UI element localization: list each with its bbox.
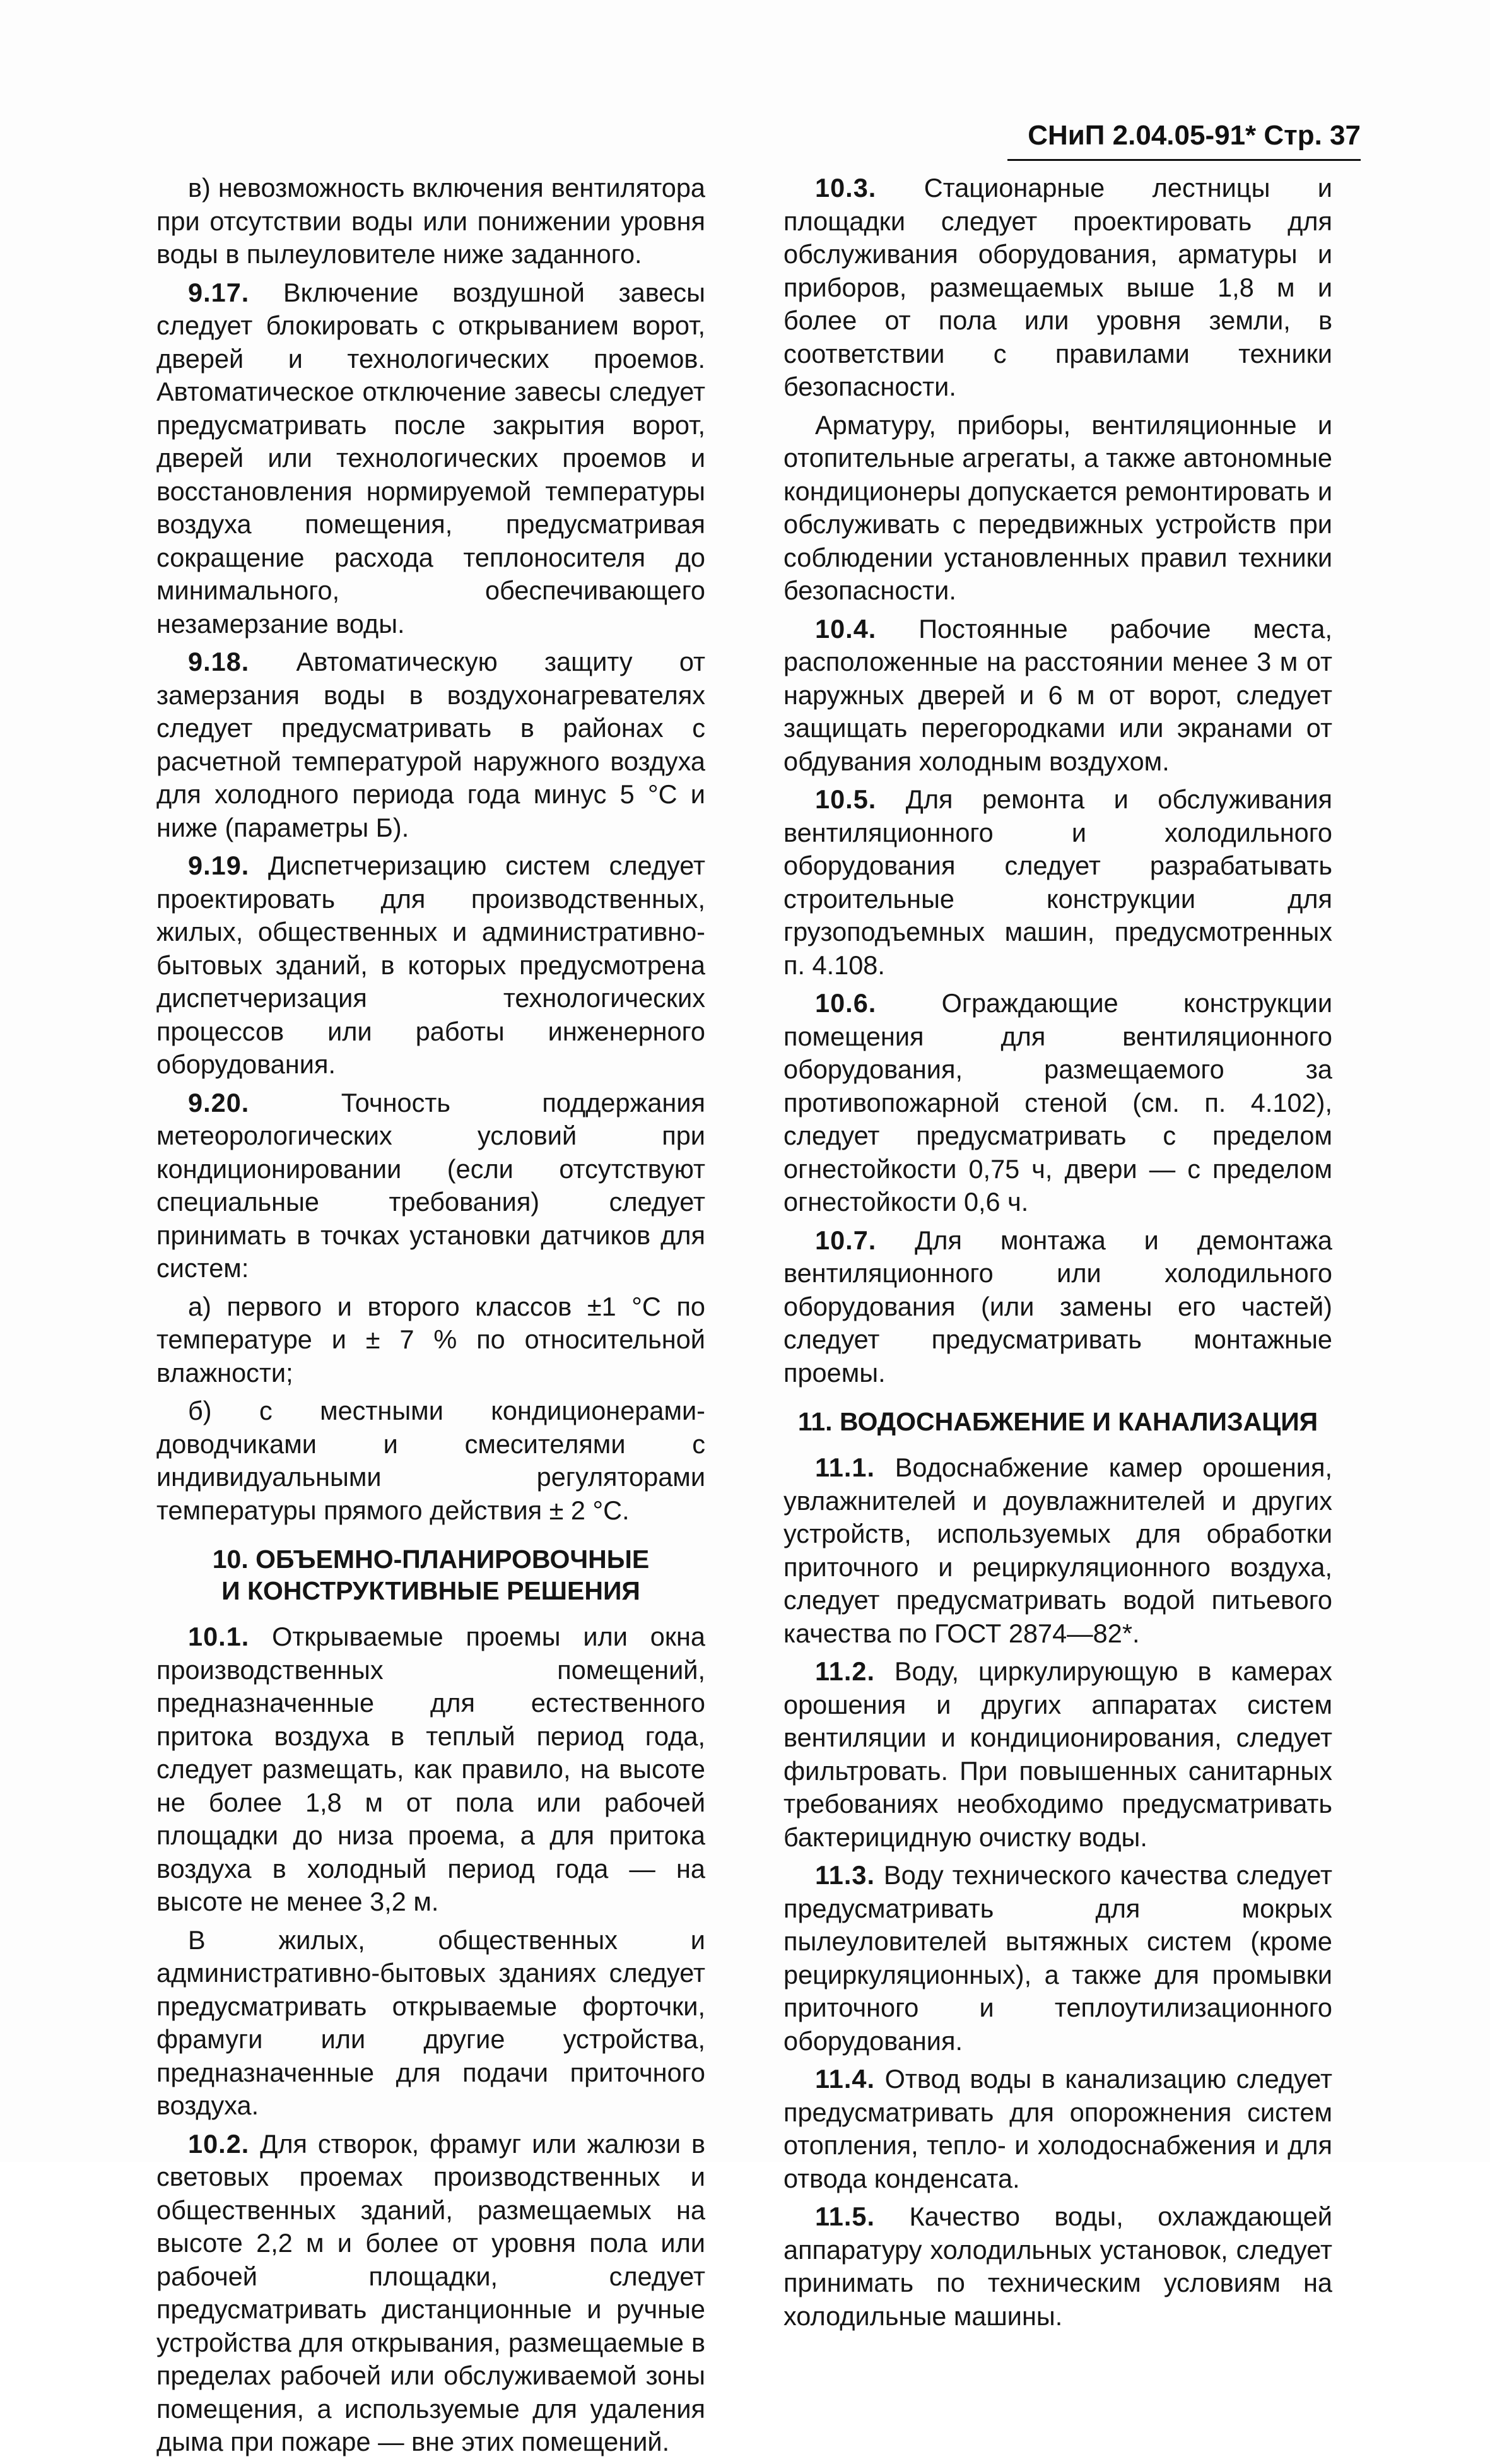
header-rule bbox=[1007, 159, 1361, 161]
paragraph-9-19: 9.19. Диспетчеризацию систем следует проектировать для производственных, жилых, общественных и административно-бытовых зданий, в которых предусмотрена диспетчеризация технологических процессов или работы инженерного оборудования. bbox=[156, 851, 705, 1079]
clause-number: 11.5. bbox=[815, 2202, 876, 2231]
clause-number: 11.1. bbox=[815, 1453, 876, 1482]
section-10-heading: 10. ОБЪЕМНО-ПЛАНИРОВОЧНЫЕ И КОНСТРУКТИВНЫЕ РЕШЕНИЯ bbox=[212, 1545, 650, 1605]
section-11-heading: 11. ВОДОСНАБЖЕНИЕ И КАНАЛИЗАЦИЯ bbox=[797, 1407, 1318, 1436]
clause-number: 9.18. bbox=[188, 647, 250, 676]
paragraph-11-3: 11.3. Воду технического качества следует предусматривать для мокрых пылеуловителей вытяжных систем (кроме рециркуляционных), а также для промывки приточного и теплоутилизационного оборудования. bbox=[783, 1860, 1333, 2056]
clause-number: 10.2. bbox=[188, 2128, 250, 2159]
right-column bbox=[783, 172, 1332, 2338]
clause-number: 11.4. bbox=[815, 2064, 876, 2094]
page-header: СНиП 2.04.05-91* Стр. 37 bbox=[1028, 120, 1361, 151]
paragraph-10-3-continued: Арматуру, приборы, вентиляционные и отопительные агрегаты, а также автономные кондиционеры допускается ремонтировать и обслуживать с передвижных устройств при соблюдении установленных правил техники безопасности. bbox=[783, 410, 1332, 605]
paragraph-10-3: 10.3. Стационарные лестницы и площадки следует проектировать для обслуживания оборудования, арматуры и приборов, размещаемых выше 1,8 м и более от пола или уровня земли, в соответствии с правилами техники безопасности. bbox=[783, 173, 1332, 401]
paragraph-10-7: 10.7. Для монтажа и демонтажа вентиляционного или холодильного оборудования (или замены его частей) следует предусматривать монтажные проемы. bbox=[783, 1225, 1332, 1388]
paragraph-10-1: 10.1. Открываемые проемы или окна производственных помещений, предназначенные для естественного притока воздуха в теплый период года, следует размещать, как правило, на высоте не более 1,8 м от пола или рабочей площадки до низа проема, а для притока воздуха в холодный период года — на высоте не менее 3,2 м. bbox=[156, 1622, 706, 1916]
paragraph-9-20-item-b: б) с местными кондиционерами-доводчиками и смесителями с индивидуальными регуляторами температуры прямого действия ± 2 °С. bbox=[156, 1396, 705, 1525]
paragraph-9-20-item-a: а) первого и второго классов ±1 °С по температуре и ± 7 % по относительной влажности; bbox=[156, 1291, 705, 1388]
clause-number: 10.7. bbox=[815, 1225, 877, 1255]
paragraph-10-1-continued: В жилых, общественных и административно-бытовых зданиях следует предусматривать открываемые форточки, фрамуги или другие устройства, предназначенные для подачи приточного воздуха. bbox=[156, 1925, 705, 2120]
paragraph-10-4: 10.4. Постоянные рабочие места, расположенные на расстоянии менее 3 м от наружных дверей и 6 м от ворот, следует защищать перегородками или экранами от обдувания холодным воздухом. bbox=[783, 613, 1333, 776]
paragraph-10-5: 10.5. Для ремонта и обслуживания вентиляционного и холодильного оборудования следует разрабатывать строительные конструкции для грузоподъемных машин, предусмотренных п. 4.108. bbox=[783, 784, 1333, 980]
clause-number: 10.3. bbox=[815, 173, 877, 203]
clause-number: 10.1. bbox=[188, 1622, 250, 1651]
paragraph-10-6: 10.6. Ограждающие конструкции помещения для вентиляционного оборудования, размещаемого за противопожарной стеной (см. п. 4.102), следует предусматривать с пределом огнестойкости 0,75 ч, двери — с пределом огнестойкости 0,6 ч. bbox=[783, 988, 1333, 1217]
paragraph-11-4: 11.4. Отвод воды в канализацию следует предусматривать для опорожнения систем отопления, тепло- и холодоснабжения и для отвода конденсата. bbox=[783, 2064, 1333, 2193]
left-column bbox=[156, 172, 705, 2464]
clause-number: 9.17. bbox=[188, 277, 250, 307]
paragraph-9-16-item-v: в) невозможность включения вентилятора при отсутствии воды или понижении уровня воды в пылеуловителе ниже заданного. bbox=[156, 173, 705, 269]
clause-number: 10.4. bbox=[815, 613, 877, 644]
paragraph-11-5: 11.5. Качество воды, охлаждающей аппаратуру холодильных установок, следует принимать по техническим условиям на холодильные машины. bbox=[783, 2202, 1332, 2331]
clause-number: 10.6. bbox=[815, 988, 877, 1018]
clause-number: 9.19. bbox=[188, 851, 250, 880]
paragraph-9-17: 9.17. Включение воздушной завесы следует блокировать с открыванием ворот, дверей и технологических проемов. Автоматическое отключение завесы следует предусматривать после закрытия ворот, дверей или технологических проемов и восстановления нормируемой температуры воздуха помещения, предусматривая сокращение расхода теплоносителя до минимального, обеспечивающего незамерзание воды. bbox=[156, 277, 705, 639]
clause-number: 9.20. bbox=[188, 1087, 250, 1117]
paragraph-11-1: 11.1. Водоснабжение камер орошения, увлажнителей и доувлажнителей и других устройств, используемых для обработки приточного и рециркуляционного воздуха, следует предусматривать водой питьевого качества по ГОСТ 2874—82*. bbox=[783, 1453, 1332, 1648]
clause-number: 11.3. bbox=[815, 1860, 876, 1890]
paragraph-11-2: 11.2. Воду, циркулирующую в камерах орошения и других аппаратах систем вентиляции и кондиционирования, следует фильтровать. При повышенных санитарных требованиях необходимо предусматривать бактерицидную очистку воды. bbox=[783, 1656, 1332, 1852]
paragraph-10-2: 10.2. Для створок, фрамуг или жалюзи в световых проемах производственных и общественных зданий, размещаемых на высоте 2,2 м и более от уровня пола или рабочей площадки, следует предусматривать дистанционные и ручные устройства для открывания, размещаемые в пределах рабочей или обслуживаемой зоны помещения, а используемые для удаления дыма при пожаре — вне этих помещений. bbox=[156, 2128, 705, 2456]
paragraph-9-18: 9.18. Автоматическую защиту от замерзания воды в воздухонагревателях следует предусматривать в районах с расчетной температурой наружного воздуха для холодного периода года минус 5 °С и ниже (параметры Б). bbox=[156, 647, 706, 842]
clause-number: 11.2. bbox=[815, 1656, 876, 1686]
paragraph-9-20: 9.20. Точность поддержания метеорологических условий при кондиционировании (если отсутствуют специальные требования) следует принимать в точках установки датчиков для систем: bbox=[156, 1087, 706, 1283]
clause-number: 10.5. bbox=[815, 784, 877, 814]
